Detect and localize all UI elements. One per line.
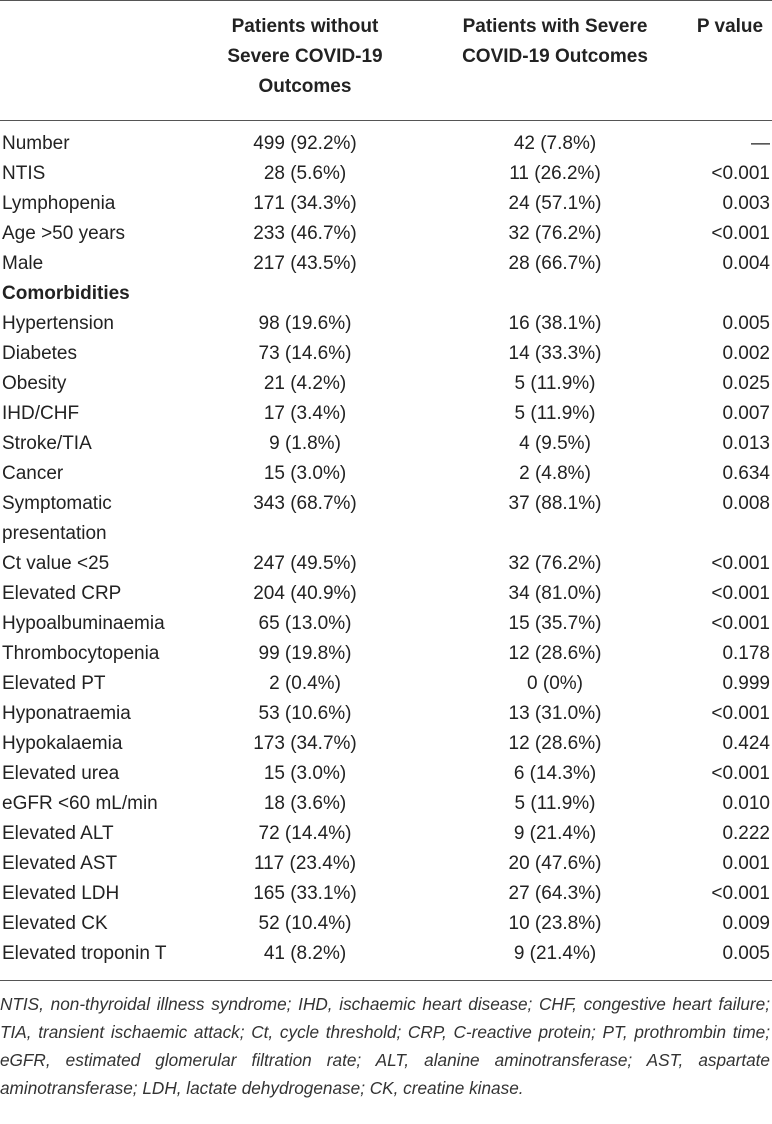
row-label: Stroke/TIA	[2, 433, 92, 454]
row-label: Elevated CK	[2, 913, 108, 934]
value-without-severe: 41 (8.2%)	[263, 943, 347, 964]
value-without-severe: 233 (46.7%)	[253, 223, 357, 244]
row-label: Hyponatraemia	[2, 703, 131, 724]
value-without-severe: 15 (3.0%)	[263, 463, 347, 484]
value-without-severe: 165 (33.1%)	[253, 883, 357, 904]
value-with-severe: 37 (88.1%)	[508, 493, 602, 514]
table-row	[0, 609, 772, 639]
row-label: Symptomatic presentation	[2, 493, 112, 544]
row-label: Cancer	[2, 463, 64, 484]
table-footnote: NTIS, non-thyroidal illness syndrome; IHD, ischaemic heart disease; CHF, congestive heart failure; TIA, transient ischaemic attack; Ct, cycle threshold; CRP, C-reactive protein; PT, prothrombin time; eGFR, estimated glomerular filtration rate; ALT, alanine aminotransferase; AST, aspartate aminotransferase; LDH, lactate dehydrogenase; CK, creatine kinase.	[0, 994, 770, 1098]
value-with-severe: 5 (11.9%)	[514, 373, 596, 394]
p-value: 0.010	[722, 793, 770, 814]
row-label: Elevated PT	[2, 673, 106, 694]
value-with-severe: 24 (57.1%)	[508, 193, 602, 214]
p-value: <0.001	[711, 163, 770, 184]
row-label: Age >50 years	[2, 223, 126, 244]
row-label: Obesity	[2, 373, 67, 394]
row-label: Elevated ALT	[2, 823, 114, 844]
row-label: Elevated AST	[2, 853, 118, 874]
value-without-severe: 28 (5.6%)	[263, 163, 347, 184]
value-without-severe: 9 (1.8%)	[269, 433, 341, 454]
table-row	[0, 429, 772, 459]
row-label: Elevated urea	[2, 763, 120, 784]
row-label: Elevated CRP	[2, 583, 122, 604]
table-row	[0, 639, 772, 669]
value-without-severe: 21 (4.2%)	[263, 373, 347, 394]
value-without-severe: 65 (13.0%)	[258, 613, 352, 634]
table-row	[0, 939, 772, 969]
value-with-severe: 34 (81.0%)	[508, 583, 602, 604]
row-label: Ct value <25	[2, 553, 110, 574]
row-label: Elevated LDH	[2, 883, 120, 904]
header-p-value: P value	[696, 16, 764, 37]
value-with-severe: 9 (21.4%)	[513, 823, 597, 844]
value-with-severe: 16 (38.1%)	[508, 313, 602, 334]
value-with-severe: 27 (64.3%)	[508, 883, 602, 904]
table-row	[0, 369, 772, 399]
table-row	[0, 159, 772, 189]
bottom-rule	[0, 980, 772, 981]
row-label: Elevated troponin T	[2, 943, 167, 964]
p-value: <0.001	[711, 553, 770, 574]
value-without-severe: 15 (3.0%)	[263, 763, 347, 784]
header-without-severe: Patients without Severe COVID-19 Outcomes	[227, 16, 383, 97]
p-value: <0.001	[711, 763, 770, 784]
table-row	[0, 699, 772, 729]
row-label: Diabetes	[2, 343, 77, 364]
table-row	[0, 729, 772, 759]
top-rule	[0, 0, 772, 1]
header-rule	[0, 120, 772, 121]
table-row	[0, 579, 772, 609]
p-value: 0.001	[722, 853, 770, 874]
value-without-severe: 99 (19.8%)	[258, 643, 352, 664]
row-label: Male	[2, 253, 44, 274]
value-with-severe: 0 (0%)	[527, 673, 583, 694]
table-row	[0, 819, 772, 849]
p-value: <0.001	[711, 583, 770, 604]
table-row	[0, 489, 772, 549]
table-row	[0, 189, 772, 219]
p-value: 0.222	[722, 823, 770, 844]
row-label: IHD/CHF	[2, 403, 80, 424]
row-label: Hypertension	[2, 313, 114, 334]
table-row	[0, 549, 772, 579]
row-label: Hypoalbuminaemia	[2, 613, 165, 634]
value-with-severe: 32 (76.2%)	[508, 553, 602, 574]
value-without-severe: 171 (34.3%)	[253, 193, 357, 214]
p-value: 0.178	[722, 643, 770, 664]
table-row	[0, 339, 772, 369]
value-with-severe: 9 (21.4%)	[513, 943, 597, 964]
value-with-severe: 15 (35.7%)	[508, 613, 602, 634]
table-row	[0, 879, 772, 909]
header-with-severe: Patients with Severe COVID-19 Outcomes	[462, 16, 648, 67]
table-body	[0, 129, 772, 969]
value-with-severe: 14 (33.3%)	[508, 343, 602, 364]
p-value: 0.009	[722, 913, 770, 934]
p-value: 0.002	[722, 343, 770, 364]
value-without-severe: 52 (10.4%)	[258, 913, 352, 934]
value-without-severe: 72 (14.4%)	[258, 823, 352, 844]
value-with-severe: 6 (14.3%)	[513, 763, 597, 784]
value-without-severe: 217 (43.5%)	[253, 253, 357, 274]
p-value: <0.001	[711, 883, 770, 904]
value-with-severe: 4 (9.5%)	[519, 433, 591, 454]
table-row	[0, 309, 772, 339]
value-without-severe: 53 (10.6%)	[258, 703, 352, 724]
value-without-severe: 2 (0.4%)	[269, 673, 341, 694]
p-value: 0.005	[722, 943, 770, 964]
value-without-severe: 18 (3.6%)	[263, 793, 347, 814]
p-value: <0.001	[711, 613, 770, 634]
table-row	[0, 789, 772, 819]
value-with-severe: 13 (31.0%)	[508, 703, 602, 724]
value-without-severe: 117 (23.4%)	[253, 853, 357, 874]
row-label: Hypokalaemia	[2, 733, 123, 754]
p-value: —	[751, 133, 770, 154]
p-value: <0.001	[711, 223, 770, 244]
value-without-severe: 499 (92.2%)	[253, 133, 357, 154]
table-row	[0, 279, 772, 309]
p-value: 0.999	[722, 673, 770, 694]
row-label: Comorbidities	[2, 283, 130, 304]
p-value: 0.003	[722, 193, 770, 214]
p-value: <0.001	[711, 703, 770, 724]
value-with-severe: 5 (11.9%)	[514, 403, 596, 424]
p-value: 0.424	[722, 733, 770, 754]
value-without-severe: 173 (34.7%)	[253, 733, 357, 754]
value-with-severe: 12 (28.6%)	[508, 733, 602, 754]
table-row	[0, 849, 772, 879]
value-with-severe: 32 (76.2%)	[508, 223, 602, 244]
table-row	[0, 909, 772, 939]
p-value: 0.007	[722, 403, 770, 424]
p-value: 0.025	[722, 373, 770, 394]
value-without-severe: 73 (14.6%)	[258, 343, 352, 364]
p-value: 0.004	[722, 253, 770, 274]
p-value: 0.008	[722, 493, 770, 514]
value-with-severe: 10 (23.8%)	[508, 913, 602, 934]
value-with-severe: 28 (66.7%)	[508, 253, 602, 274]
row-label: Number	[2, 133, 70, 154]
value-with-severe: 20 (47.6%)	[508, 853, 602, 874]
value-without-severe: 247 (49.5%)	[253, 553, 357, 574]
table-row	[0, 219, 772, 249]
table-row	[0, 249, 772, 279]
table-row	[0, 459, 772, 489]
table-row	[0, 399, 772, 429]
row-label: NTIS	[2, 163, 46, 184]
p-value: 0.005	[722, 313, 770, 334]
p-value: 0.634	[722, 463, 770, 484]
table-row	[0, 129, 772, 159]
value-with-severe: 12 (28.6%)	[508, 643, 602, 664]
row-label: eGFR <60 mL/min	[2, 793, 158, 814]
value-without-severe: 17 (3.4%)	[263, 403, 347, 424]
row-label: Thrombocytopenia	[2, 643, 160, 664]
row-label: Lymphopenia	[2, 193, 116, 214]
value-with-severe: 2 (4.8%)	[519, 463, 591, 484]
value-without-severe: 343 (68.7%)	[253, 493, 357, 514]
value-with-severe: 5 (11.9%)	[514, 793, 596, 814]
value-with-severe: 11 (26.2%)	[509, 163, 601, 184]
table-row	[0, 759, 772, 789]
table-row	[0, 669, 772, 699]
p-value: 0.013	[722, 433, 770, 454]
value-without-severe: 204 (40.9%)	[253, 583, 357, 604]
value-without-severe: 98 (19.6%)	[258, 313, 352, 334]
value-with-severe: 42 (7.8%)	[513, 133, 597, 154]
